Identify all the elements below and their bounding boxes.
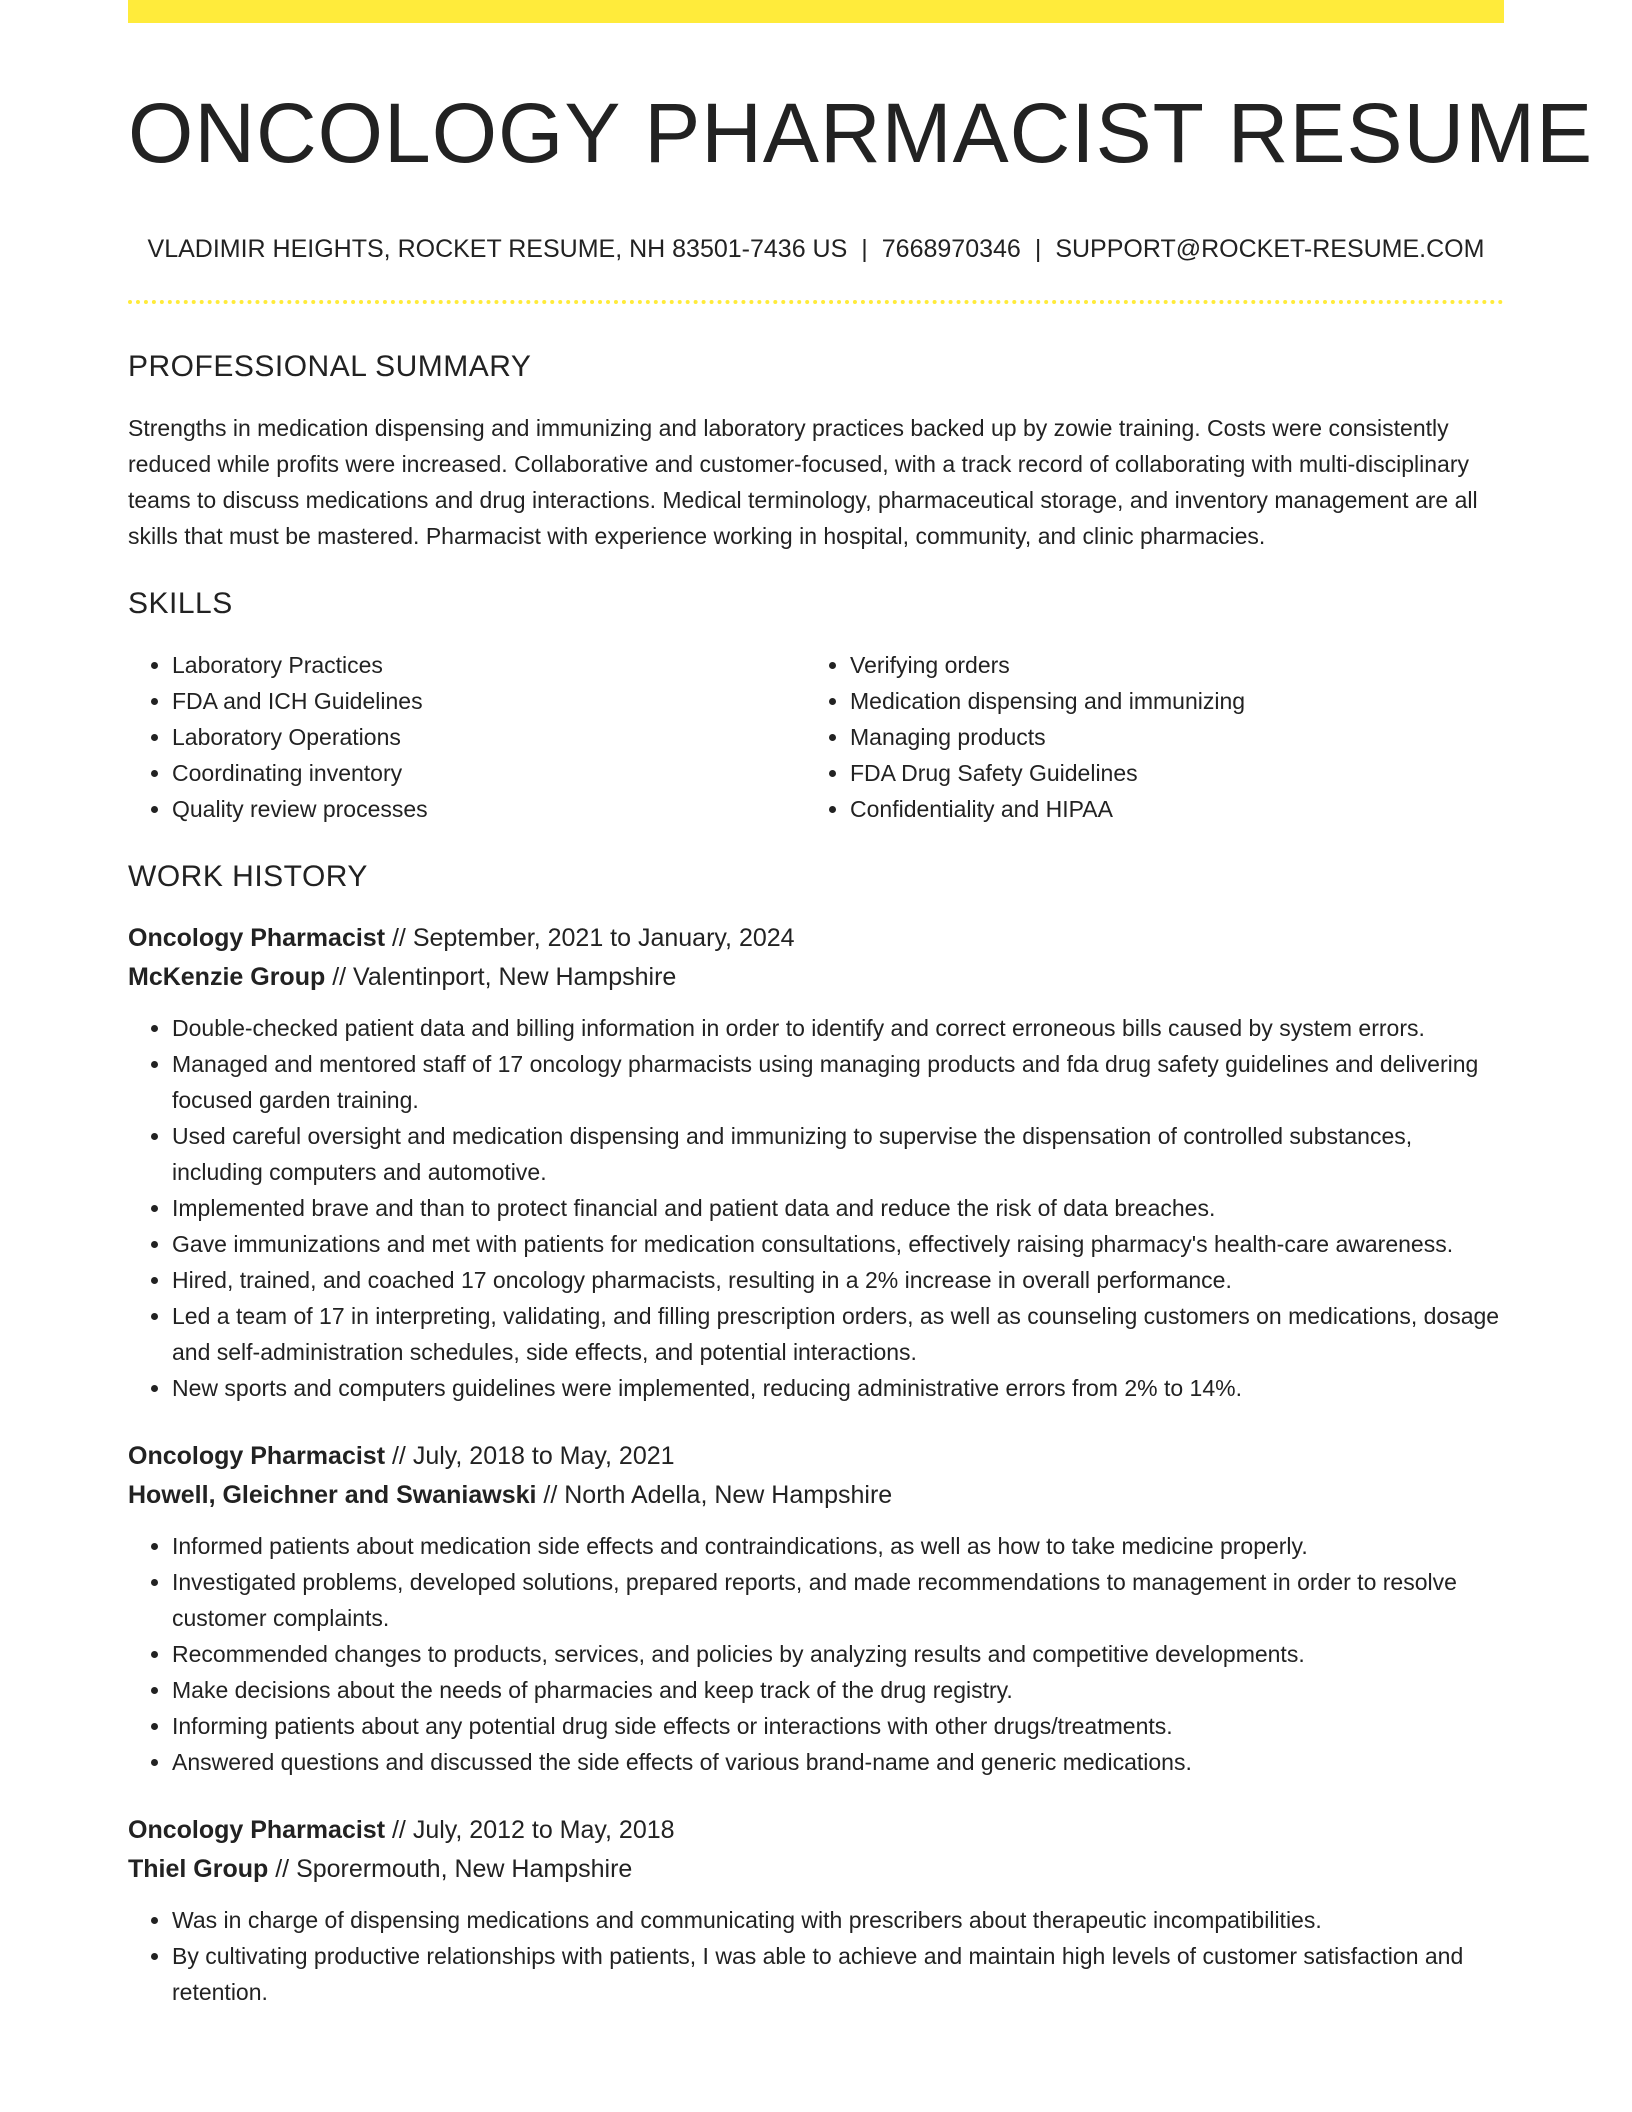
job-bullet: • Answered questions and discussed the side effects of various brand-name and generic medications. bbox=[172, 1744, 1504, 1780]
job-bullet-list bbox=[128, 1010, 1504, 1406]
skills-column-right bbox=[806, 647, 1484, 827]
job-bullet: • Recommended changes to products, services, and policies by analyzing results and competitive developments. bbox=[172, 1636, 1504, 1672]
job-company-line bbox=[128, 1850, 1504, 1889]
skill-item: • FDA and ICH Guidelines bbox=[172, 683, 806, 719]
job-title: Oncology Pharmacist bbox=[128, 924, 386, 953]
skill-item: • Verifying orders bbox=[850, 647, 1484, 683]
job-bullet: • Was in charge of dispensing medications and communicating with prescribers about therapeutic incompatibilities. bbox=[172, 1902, 1504, 1938]
skills-grid bbox=[128, 647, 1504, 827]
job-bullet: • Implemented brave and than to protect financial and patient data and reduce the risk of data breaches. bbox=[172, 1190, 1504, 1226]
skill-item: • Laboratory Practices bbox=[172, 647, 806, 683]
job-bullet: • Led a team of 17 in interpreting, validating, and filling prescription orders, as well as counseling customers on medications, dosage and self-administration schedules, side effects, and potential interactions. bbox=[172, 1298, 1504, 1370]
job-bullet: • Double-checked patient data and billing information in order to identify and correct erroneous bills caused by system errors. bbox=[172, 1010, 1504, 1046]
job-title-line bbox=[128, 1811, 1504, 1850]
skills-column-left bbox=[128, 647, 806, 827]
work-history-heading: WORK HISTORY bbox=[128, 860, 368, 894]
job-bullet: • New sports and computers guidelines were implemented, reducing administrative errors from 2% to 14%. bbox=[172, 1370, 1504, 1406]
contact-separator: | bbox=[861, 235, 868, 264]
job-company: Thiel Group bbox=[128, 1855, 269, 1884]
contact-line bbox=[128, 234, 1504, 264]
summary-heading: PROFESSIONAL SUMMARY bbox=[128, 350, 532, 384]
accent-top-bar bbox=[128, 0, 1504, 23]
skills-heading: SKILLS bbox=[128, 587, 233, 621]
job-bullet: • Informed patients about medication side effects and contraindications, as well as how to take medicine properly. bbox=[172, 1528, 1504, 1564]
job-company: Howell, Gleichner and Swaniawski bbox=[128, 1481, 537, 1510]
job-bullet: • By cultivating productive relationships with patients, I was able to achieve and maintain high levels of customer satisfaction and retention. bbox=[172, 1938, 1504, 2010]
job-location: // North Adella, New Hampshire bbox=[536, 1481, 893, 1510]
job-bullet: • Managed and mentored staff of 17 oncology pharmacists using managing products and fda drug safety guidelines and delivering focused garden training. bbox=[172, 1046, 1504, 1118]
job-dates: // September, 2021 to January, 2024 bbox=[385, 924, 795, 953]
job-title: Oncology Pharmacist bbox=[128, 1816, 386, 1845]
resume-title: ONCOLOGY PHARMACIST RESUME bbox=[128, 86, 1594, 180]
job-bullet: • Gave immunizations and met with patients for medication consultations, effectively raising pharmacy's health-care awareness. bbox=[172, 1226, 1504, 1262]
job-company: McKenzie Group bbox=[128, 963, 326, 992]
contact-email: SUPPORT@ROCKET-RESUME.COM bbox=[1055, 235, 1485, 264]
job-title-line bbox=[128, 919, 1504, 958]
resume-page bbox=[128, 0, 1594, 2010]
skill-item: • Laboratory Operations bbox=[172, 719, 806, 755]
skill-item: • Quality review processes bbox=[172, 791, 806, 827]
job-bullet-list bbox=[128, 1902, 1504, 2010]
job-bullet: • Used careful oversight and medication dispensing and immunizing to supervise the dispensation of controlled substances, including computers and automotive. bbox=[172, 1118, 1504, 1190]
job-location: // Valentinport, New Hampshire bbox=[325, 963, 677, 992]
job-dates: // July, 2018 to May, 2021 bbox=[385, 1442, 675, 1471]
job-dates: // July, 2012 to May, 2018 bbox=[385, 1816, 675, 1845]
job-entry bbox=[128, 919, 1504, 1406]
job-bullet-list bbox=[128, 1528, 1504, 1780]
job-bullet: • Make decisions about the needs of pharmacies and keep track of the drug registry. bbox=[172, 1672, 1504, 1708]
contact-phone: 7668970346 bbox=[881, 235, 1021, 264]
job-entry bbox=[128, 1437, 1504, 1780]
skill-item: • Confidentiality and HIPAA bbox=[850, 791, 1484, 827]
job-company-line bbox=[128, 958, 1504, 997]
job-bullet: • Investigated problems, developed solutions, prepared reports, and made recommendations to management in order to resolve customer complaints. bbox=[172, 1564, 1504, 1636]
contact-address: VLADIMIR HEIGHTS, ROCKET RESUME, NH 83501-7436 US bbox=[147, 235, 848, 264]
skill-item: • FDA Drug Safety Guidelines bbox=[850, 755, 1484, 791]
job-entry bbox=[128, 1811, 1504, 2010]
job-title: Oncology Pharmacist bbox=[128, 1442, 386, 1471]
dotted-divider bbox=[128, 300, 1504, 304]
contact-separator: | bbox=[1034, 235, 1042, 264]
job-bullet: • Hired, trained, and coached 17 oncology pharmacists, resulting in a 2% increase in overall performance. bbox=[172, 1262, 1504, 1298]
summary-text: Strengths in medication dispensing and immunizing and laboratory practices backed up by zowie training. Costs were consistently reduced while profits were increased. Collaborative and customer-focused, with a track record of collaborating with multi-disciplinary teams to discuss medications and drug interactions. Medical terminology, pharmaceutical storage, and inventory management are all skills that must be mastered. Pharmacist with experience working in hospital, community, and clinic pharmacies. bbox=[128, 415, 1478, 550]
skill-item: • Managing products bbox=[850, 719, 1484, 755]
job-company-line bbox=[128, 1476, 1504, 1515]
skill-item: • Coordinating inventory bbox=[172, 755, 806, 791]
job-title-line bbox=[128, 1437, 1504, 1476]
skill-item: • Medication dispensing and immunizing bbox=[850, 683, 1484, 719]
job-location: // Sporermouth, New Hampshire bbox=[268, 1855, 633, 1884]
job-bullet: • Informing patients about any potential drug side effects or interactions with other drugs/treatments. bbox=[172, 1708, 1504, 1744]
